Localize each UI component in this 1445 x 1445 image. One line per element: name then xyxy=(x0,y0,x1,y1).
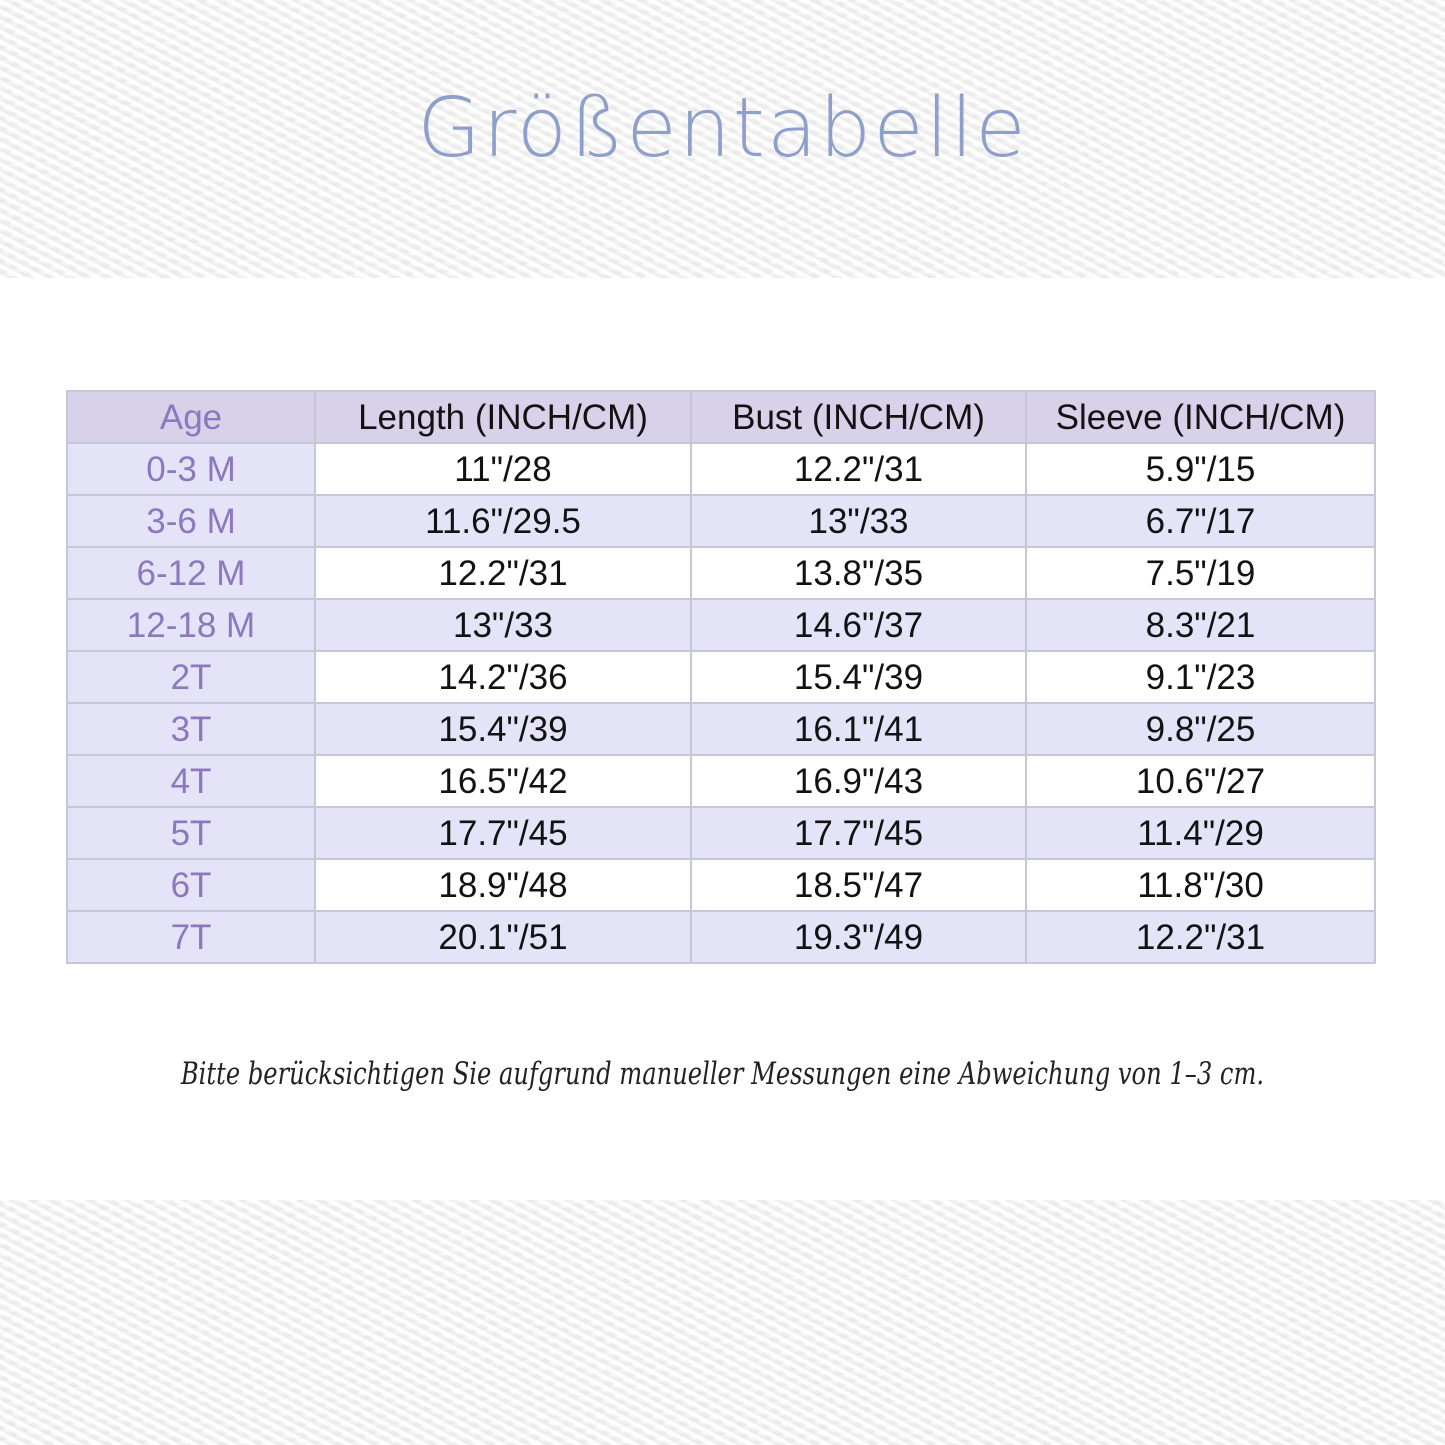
length-cell: 15.4"/39 xyxy=(315,703,691,755)
bust-cell: 19.3"/49 xyxy=(691,911,1026,963)
sleeve-cell: 11.8"/30 xyxy=(1026,859,1375,911)
sleeve-cell: 12.2"/31 xyxy=(1026,911,1375,963)
length-cell: 14.2"/36 xyxy=(315,651,691,703)
sleeve-cell: 9.8"/25 xyxy=(1026,703,1375,755)
table-row xyxy=(67,911,1375,963)
bust-cell: 14.6"/37 xyxy=(691,599,1026,651)
bust-cell: 16.9"/43 xyxy=(691,755,1026,807)
age-cell: 4T xyxy=(67,755,315,807)
header-bust: Bust (INCH/CM) xyxy=(691,391,1026,443)
table-row xyxy=(67,703,1375,755)
length-cell: 11.6"/29.5 xyxy=(315,495,691,547)
length-cell: 16.5"/42 xyxy=(315,755,691,807)
age-cell: 12-18 M xyxy=(67,599,315,651)
length-cell: 18.9"/48 xyxy=(315,859,691,911)
sleeve-cell: 8.3"/21 xyxy=(1026,599,1375,651)
size-chart-table xyxy=(66,390,1376,964)
table-header-row xyxy=(67,391,1375,443)
header-length: Length (INCH/CM) xyxy=(315,391,691,443)
sleeve-cell: 5.9"/15 xyxy=(1026,443,1375,495)
sleeve-cell: 6.7"/17 xyxy=(1026,495,1375,547)
age-cell: 0-3 M xyxy=(67,443,315,495)
sleeve-cell: 9.1"/23 xyxy=(1026,651,1375,703)
age-cell: 3T xyxy=(67,703,315,755)
bust-cell: 18.5"/47 xyxy=(691,859,1026,911)
age-cell: 2T xyxy=(67,651,315,703)
length-cell: 17.7"/45 xyxy=(315,807,691,859)
bust-cell: 13.8"/35 xyxy=(691,547,1026,599)
sleeve-cell: 11.4"/29 xyxy=(1026,807,1375,859)
paper-texture-bottom xyxy=(0,1200,1445,1445)
table-row xyxy=(67,547,1375,599)
age-cell: 7T xyxy=(67,911,315,963)
table-row xyxy=(67,495,1375,547)
bust-cell: 15.4"/39 xyxy=(691,651,1026,703)
bust-cell: 17.7"/45 xyxy=(691,807,1026,859)
length-cell: 20.1"/51 xyxy=(315,911,691,963)
age-cell: 5T xyxy=(67,807,315,859)
age-cell: 6-12 M xyxy=(67,547,315,599)
length-cell: 13"/33 xyxy=(315,599,691,651)
header-age: Age xyxy=(67,391,315,443)
table-row xyxy=(67,859,1375,911)
sleeve-cell: 7.5"/19 xyxy=(1026,547,1375,599)
page-title: Größentabelle xyxy=(417,81,1028,176)
age-cell: 6T xyxy=(67,859,315,911)
table-row xyxy=(67,651,1375,703)
length-cell: 11"/28 xyxy=(315,443,691,495)
measurement-note: Bitte berücksichtigen Sie aufgrund manueller Messungen eine Abweichung von 1–3 cm. xyxy=(180,1056,1265,1092)
bust-cell: 13"/33 xyxy=(691,495,1026,547)
header-sleeve: Sleeve (INCH/CM) xyxy=(1026,391,1375,443)
bust-cell: 12.2"/31 xyxy=(691,443,1026,495)
bust-cell: 16.1"/41 xyxy=(691,703,1026,755)
sleeve-cell: 10.6"/27 xyxy=(1026,755,1375,807)
table-row xyxy=(67,599,1375,651)
table-row xyxy=(67,443,1375,495)
table-row xyxy=(67,807,1375,859)
age-cell: 3-6 M xyxy=(67,495,315,547)
length-cell: 12.2"/31 xyxy=(315,547,691,599)
table-row xyxy=(67,755,1375,807)
